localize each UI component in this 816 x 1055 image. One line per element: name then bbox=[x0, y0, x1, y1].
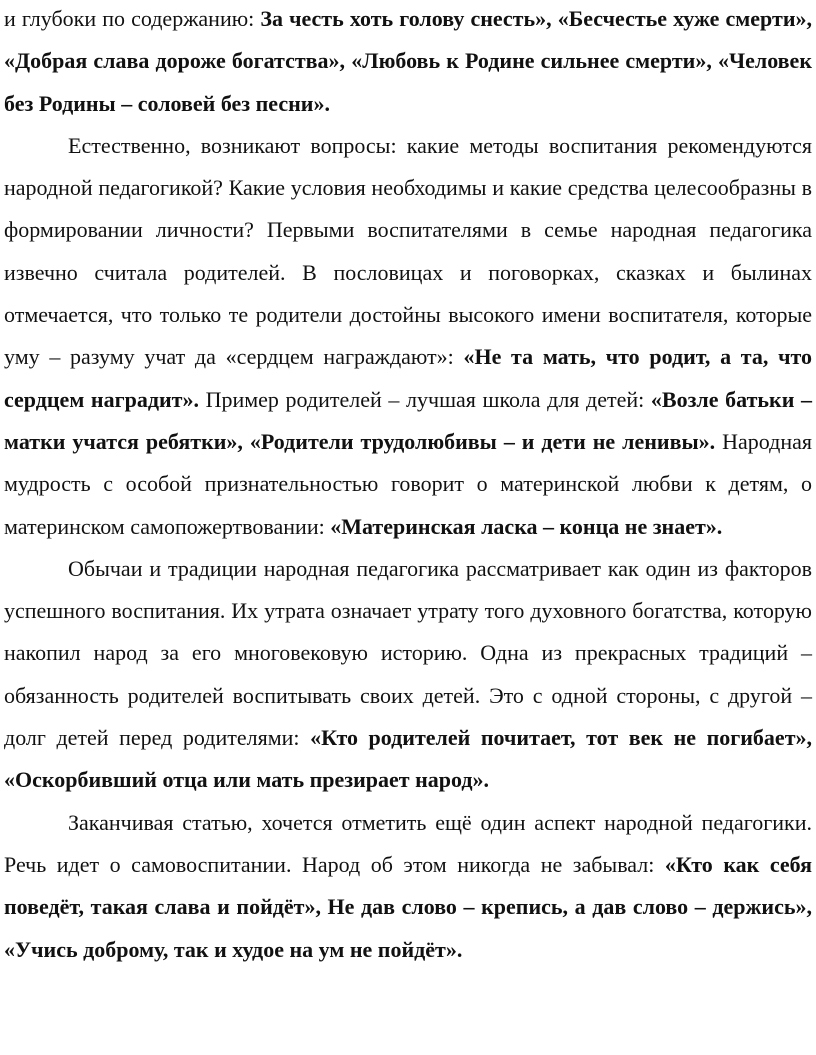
text-run: Обычаи и традиции народная педагогика рассматривает как один из факторов успешного воспитания. Их утрата означает утрату того духовного богатства, которую накопил народ за его многовековую историю. Одна из прекрасных традиций – обязанность родителей воспитывать своих детей. Это с одной стороны, с другой – долг детей перед родителями: bbox=[4, 555, 812, 751]
paragraph-2 bbox=[4, 125, 812, 548]
paragraph-3 bbox=[4, 548, 812, 802]
proverb-run: За честь хоть голову снесть», «Бесчестье хуже смерти», «Добрая слава дороже богатства», «Любовь к Родине сильнее смерти», «Человек без Родины – соловей без песни». bbox=[4, 6, 812, 116]
proverb-run: «Материнская ласка – конца не знает». bbox=[330, 513, 723, 539]
text-run: Пример родителей – лучшая школа для детей: bbox=[198, 386, 651, 412]
text-run: Заканчивая статью, хочется отметить ещё один аспект народной педагогики. Речь идет о самовоспитании. Народ об этом никогда не забывал: bbox=[4, 809, 812, 877]
text-run: и глубоки по содержанию: bbox=[4, 6, 261, 31]
text-run: Народная мудрость с особой признательностью говорит о материнской любви к детям, о материнском самопожертвовании: bbox=[4, 428, 812, 539]
proverb-run: «Возле батьки – матки учатся ребятки», «Родители трудолюбивы – и дети не ленивы». bbox=[4, 386, 813, 454]
paragraph-4 bbox=[4, 802, 812, 971]
text-run: Естественно, возникают вопросы: какие методы воспитания рекомендуются народной педагогикой? Какие условия необходимы и какие средства целесообразны в формировании личности? Первыми воспитателями в семье народная педагогика извечно считала родителей. В пословицах и поговорках, сказках и былинах отмечается, что только те родители достойны высокого имени воспитателя, которые уму – разуму учат да «сердцем награждают»: bbox=[4, 132, 812, 370]
proverb-run: «Не та мать, что родит, а та, что сердцем наградит». bbox=[4, 344, 812, 412]
paragraph-1 bbox=[4, 0, 812, 125]
proverb-run: «Кто как себя поведёт, такая слава и пойдёт», Не дав слово – крепись, а дав слово – держись», «Учись доброму, так и худое на ум не пойдёт». bbox=[4, 851, 813, 962]
proverb-run: «Кто родителей почитает, тот век не погибает», «Оскорбивший отца или мать презирает народ». bbox=[4, 725, 812, 793]
